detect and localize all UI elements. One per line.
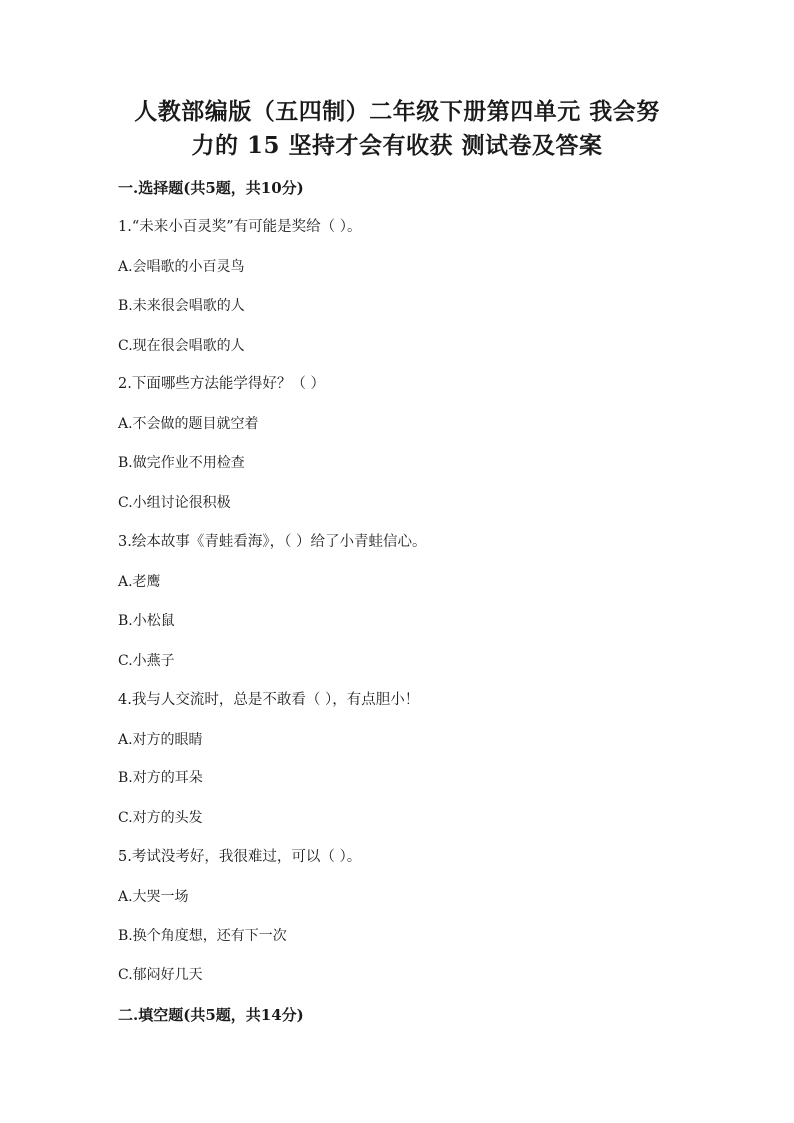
document-title-line-1: 人教部编版（五四制）二年级下册第四单元 我会努 <box>134 98 660 125</box>
question-1-option-a: A.会唱歌的小百灵鸟 <box>118 259 245 275</box>
question-3-option-c: C.小燕子 <box>118 653 175 669</box>
section-heading-fill-blank: 二.填空题(共5题，共14分) <box>118 1006 304 1024</box>
question-3-option-a: A.老鹰 <box>118 574 161 590</box>
question-4-option-c: C.对方的头发 <box>118 810 203 826</box>
question-4: 4.我与人交流时，总是不敢看（ ），有点胆小！ <box>118 692 420 708</box>
question-5: 5.考试没考好，我很难过，可以（ ）。 <box>118 849 362 865</box>
question-4-option-a: A.对方的眼睛 <box>118 732 203 748</box>
question-1-option-c: C.现在很会唱歌的人 <box>118 338 245 354</box>
question-5-option-a: A.大哭一场 <box>118 889 189 905</box>
question-5-option-c: C.郁闷好几天 <box>118 967 203 983</box>
section-heading-choice: 一.选择题(共5题，共10分) <box>118 179 304 197</box>
question-2: 2.下面哪些方法能学得好？（ ） <box>118 376 325 392</box>
question-1-option-b: B.未来很会唱歌的人 <box>118 298 245 314</box>
document-title-line-2: 力的 15 坚持才会有收获 测试卷及答案 <box>191 132 603 159</box>
question-3: 3.绘本故事《青蛙看海》，（ ）给了小青蛙信心。 <box>118 534 427 550</box>
question-2-option-c: C.小组讨论很积极 <box>118 495 231 511</box>
question-2-option-a: A.不会做的题目就空着 <box>118 416 259 432</box>
question-4-option-b: B.对方的耳朵 <box>118 770 203 786</box>
question-1: 1.“未来小百灵奖”有可能是奖给（ ）。 <box>118 219 362 235</box>
question-2-option-b: B.做完作业不用检查 <box>118 455 245 471</box>
question-3-option-b: B.小松鼠 <box>118 613 175 629</box>
question-5-option-b: B.换个角度想，还有下一次 <box>118 928 287 944</box>
